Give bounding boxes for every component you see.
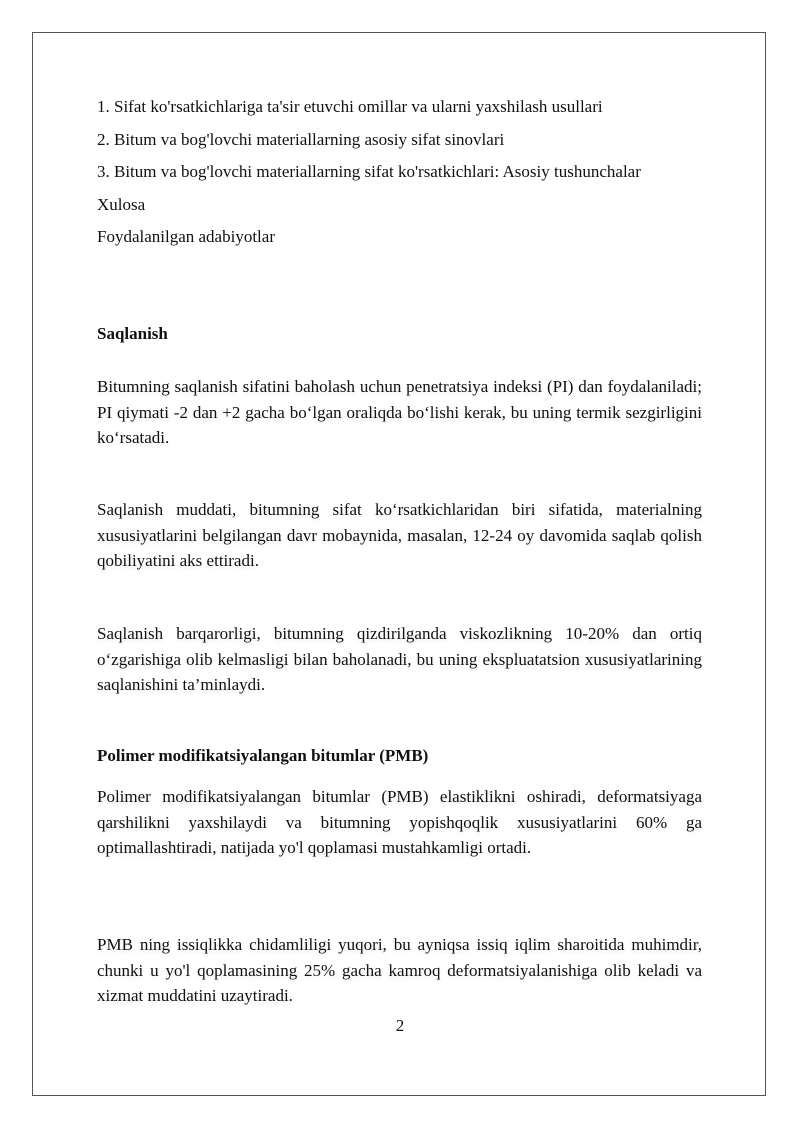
paragraph: Saqlanish muddati, bitumning sifat ko‘rsatkichlaridan biri sifatida, materialning xususiyatlarini belgilangan davr mobaynida, masalan, 12-24 oy davomida saqlab qolish qobiliyatini aks ettiradi. (97, 500, 702, 570)
toc-item-2: 2. Bitum va bog'lovchi materiallarning asosiy sifat sinovlari (97, 129, 505, 149)
paragraph: Saqlanish barqarorligi, bitumning qizdirilganda viskozlikning 10-20% dan ortiq o‘zgarishiga olib kelmasligi bilan baholanadi, bu uning ekspluatatsion xususiyatlarining saqlanishini ta’minlaydi. (97, 624, 702, 694)
paragraph: Bitumning saqlanish sifatini baholash uchun penetratsiya indeksi (PI) dan foydalaniladi; PI qiymati -2 dan +2 gacha bo‘lgan oraliqda bo‘lishi kerak, bu uning termik sezgirligini ko‘rsatadi. (97, 377, 702, 447)
toc-item-conclusion: Xulosa (97, 194, 146, 214)
paragraph: Polimer modifikatsiyalangan bitumlar (PMB) elastiklikni oshiradi, deformatsiyaga qarshilikni yaxshilaydi va bitumning yopishqoqlik xususiyatlarini 60% ga optimallashtiradi, natijada yo'l qoplamasi mustahkamligi ortadi. (97, 787, 702, 857)
page-number: 2 (395, 1016, 405, 1035)
section-heading-pmb: Polimer modifikatsiyalangan bitumlar (PMB) (97, 746, 429, 765)
table-of-contents (97, 96, 717, 259)
section-heading-storage: Saqlanish (97, 324, 168, 343)
paragraph: PMB ning issiqlikka chidamliligi yuqori, bu ayniqsa issiq iqlim sharoitida muhimdir, chunki u yo'l qoplamasining 25% gacha kamroq deformatsiyalanishiga olib keladi va xizmat muddatini uzaytiradi. (97, 935, 702, 1005)
toc-item-3: 3. Bitum va bog'lovchi materiallarning sifat ko'rsatkichlari: Asosiy tushunchalar (97, 162, 641, 181)
toc-item-references: Foydalanilgan adabiyotlar (97, 227, 275, 246)
toc-item-1: 1. Sifat ko'rsatkichlariga ta'sir etuvchi omillar va ularni yaxshilash usullari (97, 97, 603, 116)
